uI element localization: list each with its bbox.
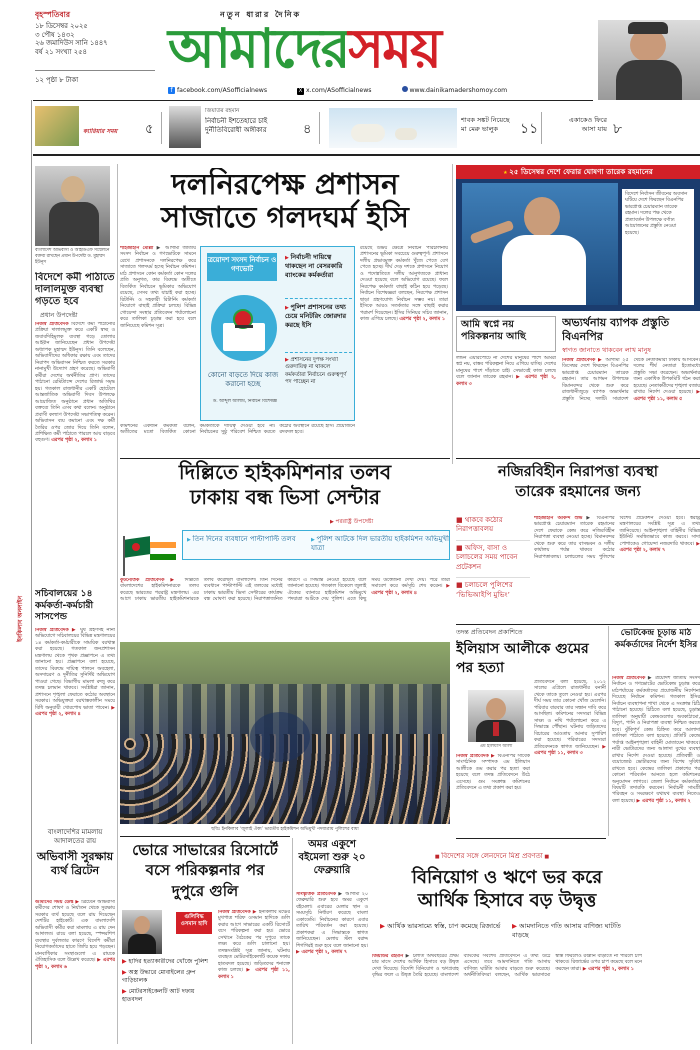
masthead xyxy=(0,0,700,100)
lead-body-col2 xyxy=(120,424,355,456)
left-story1-headline[interactable]: বিদেশে কর্মী পাঠাতে দালালমুক্ত ব্যবস্থা গড়তে হবে xyxy=(35,272,115,307)
label-text: গুলিবিদ্ধ xyxy=(184,914,204,920)
teaser-headline[interactable]: আসা যায় xyxy=(581,125,607,133)
body-copy: বিএনপির সাবেক সাংগঠনিক সম্পাদক এম ইলিয়াস আলীকে গুম করার পর হত্যা করা হয়েছে বলে তদন্ত প্রতিবেদনে উঠে এসেছে। গুম সংক্রান্ত কমিশনের প্রতিবেদনে এ তথ্য প্রকাশ করা হয়। xyxy=(456,754,530,792)
infographic-bullet xyxy=(285,357,352,417)
continued[interactable]: এরপর পৃষ্ঠা ২, কলাম ১ xyxy=(399,317,445,323)
photo-caption: ছবিঃ ইনকিলাব ‘জুলাই ঐক্য’ ভারতীয় হাইকমিশন অভিমুখী পদযাত্রায় পুলিশের বাধা xyxy=(211,827,359,832)
ilias-kicker: তদন্ত প্রতিবেদন প্রকাশিতে xyxy=(456,628,523,636)
bullet-icon: ■ xyxy=(456,543,465,552)
flags-image xyxy=(122,536,178,576)
security-point xyxy=(456,516,530,535)
tarique-panel xyxy=(456,165,700,311)
hadi-headline[interactable] xyxy=(120,840,290,908)
continued[interactable]: ▶ এরপর পৃষ্ঠা ১১, কলাম ১ xyxy=(218,968,290,980)
byline: নিজস্ব প্রতিবেদক ▶ xyxy=(35,628,78,633)
teaser-headline[interactable]: একাকেও ফিরে xyxy=(568,116,607,124)
bullet-icon: ▶ xyxy=(311,537,317,543)
ilias-body-b xyxy=(534,680,606,834)
bullet-icon: ▶ xyxy=(122,958,129,965)
teaser-page: ৮ xyxy=(613,121,623,137)
byline: নিজস্ব প্রতিবেদক ▶ xyxy=(562,358,603,363)
security-headline-line[interactable]: নজিরবিহীন নিরাপত্তা ব্যবস্থা xyxy=(497,464,659,480)
teaser-page: ১১ xyxy=(520,121,539,137)
teaser-top-rule xyxy=(33,100,593,101)
story3-kicker: বাংলাদেশির মামলায় আদালতের রায় xyxy=(47,828,103,845)
crowd-photo-caption xyxy=(120,826,450,834)
newspaper-logo xyxy=(168,14,588,84)
ekushe-headline[interactable]: অমর একুশে বইমেলা শুরু ২০ ফেব্রুয়ারি xyxy=(298,839,366,876)
teaser-divider xyxy=(541,112,542,144)
delhi-headline-line[interactable]: ঢাকায় বন্ধ ভিসা সেন্টার xyxy=(189,485,381,509)
tag-text: তিন দিনের ব্যবধানে পাল্টাপাল্টি তলব xyxy=(192,535,296,543)
left-page-rule xyxy=(31,100,32,1044)
delhi-tag xyxy=(187,535,307,559)
caption-name: ড. মুহাম্মদ ইউনূস xyxy=(35,253,105,265)
left-story1-title[interactable] xyxy=(35,272,115,308)
left-story2-headline[interactable]: সচিবালয়ের ১৪ কর্মকর্তা-কর্মচারী সাসপেন্ড xyxy=(35,588,94,622)
teaser-strip xyxy=(33,104,700,154)
body-copy: ▶ চলতি অর্থবছরের প্রথম চার মাসে দেশের আর্থিক হিসাবে বড় উদ্বৃত্ত দেখা দিয়েছে। বিদেশি বিনিয়োগ ও ঋণপ্রবাহ বৃদ্ধির ফলে এ উদ্বৃত্ত তৈরি হয়েছে। বাংলাদেশ ব্যাংকের সর্বশেষ প্রতিবেদনে এ তথ্য উঠে এসেছে। তবে আমদানিতে গতি আসায় বাণিজ্য ঘাটতি আবার বাড়তে শুরু করেছে। অর্থনীতিবিদরা বলছেন, আর্থিক ভারসাম্যে স্বস্তি ফিরলেও রপ্তানি বাড়াতে না পারলে চাপ থাকবে। রিজার্ভের ওপর চাপ কমেছে বলে মনে করছেন তারা। xyxy=(372,954,642,979)
body-copy: ▶ আগামী জাতীয় সংসদ নির্বাচন ও গণভোটকে সামনে রেখে প্রশাসনকে দলনিরপেক্ষ করে সাজাতে গলদঘর্ম হচ্ছে নির্বাচন কমিশন। মাঠ প্রশাসনে কোন কর্মকর্তা কোন দলের প্রতি অনুগত, কার বিরুদ্ধে অতীতে বিতর্কিত নির্বাচনে ভূমিকার অভিযোগ রয়েছে, সেসব তথ্য যাচাই করা হচ্ছে। রিটার্নিং ও সহকারী রিটার্নিং কর্মকর্তা নিয়োগে বাছাই প্রক্রিয়া চলছে। বিভিন্ন গোয়েন্দা সংস্থার প্রতিবেদন পর্যালোচনা করে তালিকা চূড়ান্ত করা হবে বলে জানিয়েছে কমিশন সূত্র। xyxy=(120,246,196,329)
bullet-icon: ■ xyxy=(456,516,465,524)
teaser-headline[interactable]: দুর্নীতিবিরোধী অঙ্গীকার xyxy=(205,126,267,134)
hadi-divider xyxy=(292,838,293,1044)
body-copy: বিদেশে কর্মী পাঠানোর প্রক্রিয়া দালালমুক্ত করে একটি স্বচ্ছ ও জবাবদিহিমূলক ব্যবস্থা গড়ে তোলার আহ্বান জানিয়েছেন প্রধান উপদেষ্টা অধ্যাপক মুহাম্মদ ইউনূস। তিনি বলেছেন, অভিবাসীদের অধিকার রক্ষায় এবং তাদের নিরাপদ অভিবাসন নিশ্চিত করতে সরকার নানামুখী উদ্যোগ গ্রহণ করেছে। অভিবাসী কর্মীরা দেশের অর্থনীতির প্রাণ। তাদের পাঠানো রেমিট্যান্সে দেশের রিজার্ভ সমৃদ্ধ হয়। গতকাল রাজধানীর একটি হোটেলে আন্তর্জাতিক অভিবাসী দিবস উপলক্ষে আয়োজিত অনুষ্ঠানে প্রধান অতিথির বক্তব্যে তিনি এসব কথা বলেন। অনুষ্ঠানে প্রবাসী কল্যাণ উপদেষ্টা সভাপতিত্ব করেন। অভিবাসন ব্যয় কমানো এবং দক্ষ কর্মী তৈরির ওপর জোর দিয়ে তিনি বলেন, প্রশিক্ষিত কর্মী পাঠাতে পারলে আয় বাড়বে বহুগুণ। xyxy=(35,322,115,444)
masthead-rule xyxy=(35,70,155,71)
continued[interactable]: ▶ এরপর পৃষ্ঠা ২, কলাম ৪ xyxy=(371,584,450,596)
left-story3-body xyxy=(35,900,115,1040)
bullet-icon: ▶ xyxy=(380,922,388,930)
lead-headline-line[interactable]: দলনিরপেক্ষ প্রশাসন xyxy=(171,168,399,201)
tag-text: পুলিশ আটকে দিল ভারতীয় হাইকমিশন অভিমুখী যাত্রা xyxy=(311,535,449,553)
hadi-points xyxy=(122,958,214,1040)
bullet-icon: ▶ xyxy=(285,305,291,311)
continued[interactable]: ▶ এরপর পৃষ্ঠা ১১, কলাম ৫ xyxy=(633,390,700,402)
security-bullets xyxy=(456,516,530,616)
left-col-divider xyxy=(117,164,118,1044)
point-text: আর্থিক ভারসাম্যে স্বস্তি, চাপ কমেছে রিজার্ভে xyxy=(387,922,501,930)
point-text: আমদানিতে গতি আসায় বাণিজ্য ঘাটতি বাড়ছে xyxy=(512,922,621,939)
x-icon: X xyxy=(298,88,303,94)
ilias-divider xyxy=(608,626,609,836)
right-bottom-rule xyxy=(456,838,606,839)
delhi-kicker-text: পররাষ্ট্র উপদেষ্টা xyxy=(335,518,374,525)
body-copy: ▶ আগামী ২০ ফেব্রুয়ারি শুরু হবে অমর একুশে বইমেলা। এবারের মেলার স্থান ও সময়সূচি নির্ধারণ করেছে বাংলা একাডেমি। নির্বাচনের কারণে এবার তারিখ পরিবর্তন করা হয়েছে। প্রকাশকরা এ সিদ্ধান্তকে স্বাগত জানিয়েছেন। মেলায় স্টল বরাদ্দ শিগগিরই শুরু হবে বলে জানানো হয়। xyxy=(296,892,368,949)
social-bar xyxy=(168,86,598,98)
tarique-story-title[interactable] xyxy=(562,316,700,346)
kicker-icon: ▶ xyxy=(330,519,336,525)
ilias-photo xyxy=(468,690,524,742)
body-copy: কমিশনের একজন কর্মকর্তা বলেন, অতীতের মতো বিতর্কিত কোনো কর্মকর্তাকে দায়িত্ব দেওয়া হবে না। নির্বাচনের সুষ্ঠু পরিবেশ নিশ্চিত করতে কঠোর অবস্থানে রয়েছে ইসি। প্রয়োজনে রদবদল হবে। xyxy=(120,424,355,436)
masthead-tagline: নতুন ধারার দৈনিক xyxy=(220,10,302,19)
sidebar-vertical xyxy=(6,560,30,680)
tarique-side-text xyxy=(622,189,694,305)
masthead-issue: বর্ষ ২১ সংখ্যা ২৫৪ xyxy=(35,48,87,57)
website-link[interactable]: www.dainikamadershomoy.com xyxy=(409,87,508,94)
byline: নিজস্ব প্রতিবেদক xyxy=(612,676,646,681)
body-copy: রয়েছে উভয় ক্ষেত্রে নির্বাচন পরিচালনায় প্রশাসনের ভূমিকা সবচেয়ে গুরুত্বপূর্ণ। প্রশাসনে দলীয় প্রভাবমুক্ত কর্মকর্তা খুঁজে পেতে বেগ পেতে হচ্ছে। দীর্ঘ দেড় দশকে প্রশাসনে নিয়োগ ও পদোন্নতিতে দলীয় আনুগত্যকে প্রাধান্য দেওয়া হয়েছে বলে অভিযোগ রয়েছে। ফলে নিরপেক্ষ কর্মকর্তা বাছাই কঠিন হয়ে পড়েছে। নির্বাচন বিশেষজ্ঞরা বলছেন, নিরপেক্ষ প্রশাসন ছাড়া গ্রহণযোগ্য নির্বাচন সম্ভব নয়। তারা ইসিকে আরও সতর্কতার সঙ্গে বাছাই করার পরামর্শ দিয়েছেন। ইসির সিনিয়র সচিব জানান, কাজ এগিয়ে চলছে। xyxy=(360,246,448,323)
left-story3-kicker xyxy=(35,828,115,848)
delhi-headline-line[interactable]: দিল্লিতে হাইকমিশনার তলব xyxy=(178,460,392,484)
teaser-page: ৪ xyxy=(303,122,312,137)
hadi-body xyxy=(218,910,290,1042)
hadi-photo xyxy=(122,910,162,954)
ilias-caption: এম ইলিয়াস আলী xyxy=(479,744,513,749)
continued[interactable]: এরপর পৃষ্ঠা ২, কলাম ১ xyxy=(51,438,97,444)
security-body xyxy=(534,516,700,616)
continued[interactable]: ▶ এরপর পৃষ্ঠা ১১, কলাম ৩ xyxy=(534,744,606,757)
vote-body xyxy=(612,676,700,1044)
delhi-tag xyxy=(311,535,449,559)
delhi-tag-box xyxy=(182,530,450,560)
security-point xyxy=(456,577,530,600)
left-story1-kicker: প্রধান উপদেষ্টা xyxy=(40,311,78,319)
yunus-caption xyxy=(35,248,111,270)
vote-headline[interactable] xyxy=(612,628,700,674)
continued[interactable]: ▶ এরপর পৃষ্ঠা ২, কলাম ১ xyxy=(582,966,634,972)
kicker-icon: ■ xyxy=(542,854,550,860)
infographic-quote: কোনো বাড়তে দিয়ে কাজ করানো হচ্ছে xyxy=(207,371,279,389)
body-copy: ইনকিলাব মঞ্চের মুখপাত্র শরিফ ওসমান হাদিকে গুলি করার আগে সাভারের একটি রিসোর্টে বসে পরিকল্পনা করা হয়। ভোরে সেখানে বৈঠকের পর দুপুরে তাকে লক্ষ্য করে গুলি চালানো হয়। তদন্তসংশ্লিষ্ট সূত্র জানায়, ঘটনায় ব্যবহৃত মোটরসাইকেলটি কয়েক দফায় হাতবদল হয়েছে। জড়িতদের শনাক্তে কাজ চলছে। xyxy=(218,910,290,974)
ekushe-body xyxy=(296,892,368,1042)
infographic-title: ত্রয়োদশ সংসদ নির্বাচন ও গণভোট xyxy=(207,256,277,273)
body-copy: প্রতিবেদনে বলা হয়েছে, ২০১২ সালের এপ্রিলে রাজধানীর বনানী থেকে তাকে তুলে নেওয়া হয়। এরপর দীর্ঘ সময় তার কোনো খোঁজ মেলেনি। পরিবার বারবার তার সন্ধান দাবি করে আসছিল। কমিশনের সদস্যরা বিভিন্ন সাক্ষ্য ও নথি পর্যালোচনা করে এ সিদ্ধান্তে পৌঁছান। ঘটনায় জড়িতদের বিচারের আওতায় আনার সুপারিশ করা হয়েছে। পরিবারের সদস্যরা প্রতিবেদনকে স্বাগত জানিয়েছেন। xyxy=(534,680,606,750)
hadi-point xyxy=(122,958,214,966)
label-name: ওসমান হাদি xyxy=(180,921,208,928)
masthead-date-line: ২৬ জমাদিউস সানি ১৪৪৭ xyxy=(35,39,108,48)
hadi-headline-line[interactable]: বসে পরিকল্পনার পর xyxy=(145,861,265,880)
finance-point xyxy=(380,922,506,950)
bullet-icon: ▶ xyxy=(512,922,520,930)
hadi-point xyxy=(122,969,214,985)
tarique-quote[interactable]: আমি স্বপ্নে নয় পরিকল্পনায় আছি xyxy=(461,319,526,342)
delhi-top-rule xyxy=(120,458,450,459)
hadi-headline-line[interactable]: ভোরে সাভারের রিসোর্টে xyxy=(132,841,278,859)
bullet-text: প্রশাসনের দুপক্ষ সংখ্যা গুরুদায়িত্ব না থাকলে কর্মকর্তারা নির্বাচনে গুরুত্বপূর্ণ পদ পাচ্ছেন না xyxy=(285,357,347,385)
author-photo xyxy=(169,106,201,148)
left-story1-body xyxy=(35,322,115,586)
side-text: । দলের পক্ষ থেকে প্রত্যাবর্তন উপলক্ষে বর্ণাঢ্য আয়োজনের প্রস্তুতি নেওয়া হয়েছে। xyxy=(625,211,677,236)
byline: নিজস্ব প্রতিবেদক ▶ xyxy=(218,910,257,915)
tarique-banner-text: ২৫ ডিসেম্বর দেশে ফেরার ঘোষণা তারেক রহমানের xyxy=(509,167,653,176)
byline: কূটনৈতিক প্রতিবেদক ▶ xyxy=(120,578,179,583)
facebook-link[interactable]: facebook.com/ASofficialnews xyxy=(176,87,268,94)
hadi-top-rule xyxy=(120,836,290,837)
continued[interactable]: ▶ এরপর পৃষ্ঠা ১১, কলাম ২ xyxy=(636,798,691,804)
teaser-divider xyxy=(319,112,320,144)
crowd-photo xyxy=(120,642,450,824)
masthead-date-line: ১৮ ডিসেম্বর ২০২৫ xyxy=(35,21,88,30)
caption-text: বাংলাদেশ অভিবাসী ও আইডিএফ সম্মেলনে বক্তব্য রাখছেন প্রধান উপদেষ্টা xyxy=(35,248,110,259)
continued[interactable]: ▶ এরপর পৃষ্ঠা ২, কলাম ৭ xyxy=(296,950,348,956)
finance-kicker xyxy=(372,852,612,864)
hadi-headline-line[interactable]: দুপুরে গুলি xyxy=(171,881,239,900)
delhi-kicker xyxy=(330,518,450,528)
byline: জিয়াউর রহমান xyxy=(372,954,404,959)
teaser-photo xyxy=(35,106,79,146)
quote-author: ড. আব্দুল আলীম, নির্বাচন বিশেষজ্ঞ xyxy=(213,399,277,404)
infographic-title-box xyxy=(207,253,277,281)
tarique-story-headline[interactable]: অভ্যর্থনায় ব্যাপক প্রস্তুতি বিএনপির xyxy=(562,316,670,343)
vertical-tag: ইনকিলাব অনলাইন xyxy=(17,595,25,642)
body-copy: আগামী ২৫ ডিসেম্বর দেশে ফিরছেন বিএনপির ভারপ্রাপ্ত চেয়ারম্যান তারেক রহমান। তার আগমন উপলক্ষে বিমানবন্দর থেকে শুরু করে রাজধানীজুড়ে ব্যাপক অভ্যর্থনার প্রস্তুতি নিচ্ছে দলটি। সারাদেশ থেকে নেতাকর্মীরা ঢাকায় আসবেন। দলের শীর্ষ নেতারা ইতোমধ্যে প্রস্তুতি সভা করেছেন। অভ্যর্থনার জন্য একাধিক উপকমিটি গঠন করা হয়েছে। নেতাকর্মীদের শৃঙ্খলা বজায় রাখার নির্দেশ দেওয়া হয়েছে। xyxy=(562,358,700,402)
lead-headline-line[interactable]: সাজাতে গলদঘর্ম ইসি xyxy=(161,200,409,235)
lead-body-col1 xyxy=(120,246,196,454)
ekushe-title[interactable] xyxy=(296,838,368,888)
left-story3-headline[interactable]: অভিবাসী সুরক্ষায় ব্যর্থ ব্রিটেন xyxy=(36,850,114,877)
ilias-body-a xyxy=(456,754,530,834)
point-text: চলাচলে পুলিশের ‘ভিভিআইপি মুভিং’ xyxy=(456,581,513,599)
bullet-text: পুলিশ প্রশাসনের তথ্য চেয়ে মনিটরিং জোরদার করছে ইসি xyxy=(285,303,347,329)
security-headline-line[interactable]: তারেক রহমানের জন্য xyxy=(515,484,641,501)
teaser-bottom-rule xyxy=(33,154,700,156)
logo-text-accent: সময় xyxy=(348,17,440,80)
tarique-banner xyxy=(456,165,700,179)
bullet-icon: ▶ xyxy=(285,255,291,261)
ilias-headline-text[interactable]: ইলিয়াস আলীকে গুমের পর হত্যা xyxy=(456,641,589,676)
finance-kicker-text: বিদেশের সঙ্গে লেনদেনে মিশ্র প্রবণতা xyxy=(441,852,543,860)
teaser-author: জিয়াউর রহমান xyxy=(205,108,240,114)
bullet-icon: ▶ xyxy=(122,969,129,977)
point-text: অস্ত্র উদ্ধারে মোবাইলের গ্রুপ গাড়িচালক xyxy=(122,969,196,985)
kicker-icon: ■ xyxy=(434,854,442,860)
left-story3-title[interactable] xyxy=(35,850,115,898)
infographic-bullet xyxy=(285,253,352,299)
body-copy: ▶ ত্রয়োদশ জাতীয় সংসদ নির্বাচন ও গণভোটের ভোটকেন্দ্র চূড়ান্ত করে মাঠপর্যায়ের কর্মকর্তাদের প্রয়োজনীয় নির্দেশনা দিয়েছে নির্বাচন কমিশন। গতকাল ইসির নির্বাচন ব্যবস্থাপনা শাখা থেকে এ সংক্রান্ত চিঠি পাঠানো হয়েছে। চিঠিতে বলা হয়েছে, চূড়ান্ত তালিকা অনুযায়ী কেন্দ্রগুলোর অবকাঠামো, বিদ্যুৎ, পানি ও নিরাপত্তা ব্যবস্থা নিশ্চিত করতে হবে। ঝুঁকিপূর্ণ কেন্দ্র চিহ্নিত করে আলাদা তালিকা পাঠাতে বলা হয়েছে। প্রতিটি কেন্দ্রে পর্যাপ্ত আইনশৃঙ্খলা বাহিনী মোতায়েন থাকবে। নারী ভোটারদের জন্য আলাদা বুথের ব্যবস্থা রাখার নির্দেশ দেওয়া হয়েছে। প্রতিবন্ধী ও বয়োজ্যেষ্ঠ ভোটারদের জন্য বিশেষ সুবিধা রাখতে হবে। কেন্দ্রের তালিকা প্রকাশের পর কোনো পরিবর্তন আনতে হলে কমিশনের অনুমোদন লাগবে। জেলা নির্বাচন কর্মকর্তারা বিষয়টি তদারকি করবেন। নির্বাচনী সামগ্রী পরিবহন ও সংরক্ষণে যথাযথ ব্যবস্থা নিতেও বলা হয়েছে। xyxy=(612,676,700,804)
hadi-label xyxy=(176,912,212,934)
side-text-name: বিএনপির ভারপ্রাপ্ত চেয়ারম্যান তারেক রহমান xyxy=(625,198,684,217)
byline: শাহজাহান মোল্লা xyxy=(120,246,154,251)
side-text: বিদেশে নির্বাসন জীবনের অবসান ঘটিয়ে দেশে ফিরছেন xyxy=(625,192,688,204)
teaser-label[interactable]: ক্যারিয়ার সময় xyxy=(83,128,118,135)
banner-icon: ★ xyxy=(503,170,510,176)
security-top-rule xyxy=(456,458,700,459)
byline: নিজস্ব প্রতিবেদক xyxy=(35,322,69,327)
point-text: মোটরসাইকেলটি আট দফায় হাতবদল xyxy=(122,988,195,1004)
lead-body-col3 xyxy=(360,246,448,451)
yunus-photo xyxy=(35,166,110,246)
point-text: অফিস, বাসা ও চলাচলের সময় পাবেন প্রটেকশন xyxy=(456,543,518,571)
lead-headline[interactable] xyxy=(120,168,450,240)
point-text: থাকবে কঠোর নিরাপত্তাবলয় xyxy=(456,516,503,534)
hadi-point xyxy=(122,988,214,1004)
delhi-body xyxy=(120,578,450,640)
byline: আমাদের সময় ডেস্ক ▶ xyxy=(35,900,80,905)
lead-infographic xyxy=(200,246,355,421)
masthead-day: বৃহস্পতিবার xyxy=(35,10,70,19)
body-copy: ব্রিটেনে অভিবাসী কর্মীদের শোষণ ও নির্যাতন থেকে সুরক্ষায় সরকার ব্যর্থ হয়েছে বলে রায় দিয়েছেন দেশটির হাইকোর্ট। এক বাংলাদেশি অভিবাসী কর্মীর করা মামলায় এ রায় দেন আদালত। রায়ে বলা হয়েছে, স্পন্সরশিপ ব্যবস্থার দুর্বলতার কারণে বিদেশি কর্মীরা নিয়োগকর্তাদের হাতে জিম্মি হয়ে পড়ছেন। মানবাধিকার সংস্থাগুলো এ রায়কে ঐতিহাসিক বলে উল্লেখ করেছে। xyxy=(35,900,115,964)
finance-headline-line[interactable]: আর্থিক হিসাবে বড় উদ্বৃত্ত xyxy=(417,890,597,912)
logo-text-main: আমাদের xyxy=(168,17,349,80)
point-text: হাদির হত্যাকারীদের খোঁজে পুলিশ xyxy=(128,958,208,965)
masthead-date-line: ৩ পৌষ ১৪৩২ xyxy=(35,30,75,39)
continued[interactable]: ▶ এরপর পৃষ্ঠা ২, কলাম ৪ xyxy=(35,705,115,718)
tarique-photo xyxy=(462,183,618,305)
bullet-text: নির্বাচনী দায়িত্বে থাকছেন না বেসরকারি ব্যাংকের কর্মকর্তারা xyxy=(285,253,343,279)
ilias-headline[interactable] xyxy=(456,640,606,680)
byline: শাহজাহান আকন্দ শুভ xyxy=(534,516,583,521)
finance-headline-line[interactable]: বিনিয়োগ ও ঋণে ভর করে xyxy=(411,867,603,888)
web-icon xyxy=(402,86,408,92)
lead-col-divider xyxy=(452,164,453,464)
bullet-icon: ▶ xyxy=(122,988,129,996)
continued[interactable]: ▶ এরপর পৃষ্ঠা ২, কলাম ৭ xyxy=(619,541,700,554)
finance-headline[interactable] xyxy=(372,866,642,920)
bullet-icon: ▶ xyxy=(285,357,291,363)
security-headline[interactable] xyxy=(456,462,700,510)
teaser-headline[interactable]: নির্বাচনী ইশতেহারে চাই xyxy=(205,117,268,125)
tarique-quote-body xyxy=(456,356,556,456)
ilias-top-rule xyxy=(456,624,700,625)
continued[interactable]: ▶ এরপর পৃষ্ঠা ২, কলাম ৩ xyxy=(456,375,556,387)
teaser-headline[interactable]: মা মেরু ভালুক xyxy=(461,125,498,133)
left-story2-body xyxy=(35,628,115,824)
tarique-quote-box[interactable] xyxy=(456,316,556,352)
polar-bear-photo xyxy=(329,108,457,148)
masthead-price: ১২ পৃষ্ঠা ৮ টাকা xyxy=(35,76,79,84)
teaser-headline[interactable]: শাবক সঙ্কট নিয়েছে xyxy=(461,116,510,124)
right-bottom-body xyxy=(456,842,606,850)
delhi-headline[interactable] xyxy=(120,460,450,518)
finance-body xyxy=(372,954,642,1042)
body-copy: ঘুষ গ্রহণসহ নানা অভিযোগে সচিবালয়ের বিভিন্ন মন্ত্রণালয়ের ১৪ কর্মকর্তা-কর্মচারীকে সাময়িক বরখাস্ত করা হয়েছে। গতকাল জনপ্রশাসন মন্ত্রণালয় থেকে পৃথক প্রজ্ঞাপনে এ তথ্য জানানো হয়। প্রজ্ঞাপনে বলা হয়েছে, তাদের বিরুদ্ধে দায়িত্ব পালনে অবহেলা, অসদাচরণ ও দুর্নীতির সুনির্দিষ্ট অভিযোগ পাওয়া গেছে। বিভাগীয় মামলা রুজু করে তদন্ত চলমান থাকবে। সংশ্লিষ্টরা জানান, প্রশাসনে শৃঙ্খলা ফেরাতে কঠোর অবস্থানে সরকার। অভিযুক্তরা বরখাস্তকালীন সময়ে বিধি অনুযায়ী খোরপোষ ভাতা পাবেন। xyxy=(35,628,115,711)
tarique-story-sub: স্বাগত জানাতে থাকবেন লাখ মানুষ xyxy=(562,346,651,354)
x-link[interactable]: x.com/ASofficialnews xyxy=(306,87,372,94)
continued[interactable]: ▶ এরপর পৃষ্ঠা ২, কলাম ৬ xyxy=(35,958,115,970)
vote-headline-text[interactable]: ভোটকেন্দ্র চূড়ান্ত মাঠ কর্মকর্তাদের নির্দেশ ইসির xyxy=(614,628,698,650)
byline: নিজস্ব প্রতিবেদক ▶ xyxy=(456,754,496,759)
bullet-icon: ■ xyxy=(456,581,465,590)
facebook-icon: f xyxy=(168,87,175,94)
body-copy: লন্ডন এয়ারপোর্টে না দেশের মানুষের পাশে আমরা স্বপ্ন নয়, বাস্তব পরিকল্পনা নিয়ে এগিয়ে যাচ্ছি। দেশের মানুষের পাশে দাঁড়াতে চাই। সেভাবেই কাজ চলছে বলে জানান তারেক রহমান। xyxy=(456,356,556,381)
body-copy: দিল্লিতে বাংলাদেশের হাইকমিশনারকে তলব করেছে ভারতের পররাষ্ট্র মন্ত্রণালয়। এর আগে ঢাকায় ভারতীয় হাইকমিশনারকে তলব করেছিল বাংলাদেশ। তিন দিনের ব্যবধানে পাল্টাপাল্টি এই তলবের মধ্যেই ঢাকায় ভারতীয় ভিসা সেন্টারের কার্যক্রম বন্ধ ঘোষণা করা হয়েছে। নিরাপত্তাজনিত কারণে এ সিদ্ধান্ত নেওয়া হয়েছে বলে জানানো হয়েছে। গতকাল বিকেলে জুলাই ঐক্যের ব্যানারে হাইকমিশন অভিমুখে পদযাত্রা আটকে দেয় পুলিশ। এতে কিছু সময় উত্তেজনা দেখা দেয়। পরে তারা সমাবেশ করে কর্মসূচি শেষ করেন। xyxy=(120,578,450,603)
teaser-page: ৫ xyxy=(145,122,154,137)
tarique-story-body xyxy=(562,358,700,454)
finance-points xyxy=(380,922,644,952)
bullet-icon: ▶ xyxy=(187,537,193,543)
infographic-bullet xyxy=(285,303,352,353)
security-point xyxy=(456,540,530,572)
ballot-box-icon xyxy=(211,295,277,361)
left-story2-title[interactable] xyxy=(35,588,115,624)
masthead-celebrity-photo xyxy=(598,20,700,100)
date-block xyxy=(35,10,165,70)
body-copy: ▶ বিএনপির ভারপ্রাপ্ত চেয়ারম্যান তারেক রহমানের দেশে ফেরাকে কেন্দ্র করে নজিরবিহীন নিরাপত্তা ব্যবস্থা নেওয়া হচ্ছে। বিমানবন্দর থেকে শুরু করে তার বাসভবন ও দলীয় কার্যালয় পর্যন্ত থাকবে কঠোর নিরাপত্তাবলয়। চলাচলের সময় পুলিশের বিশেষ প্রটেকশন দেওয়া হবে। স্বরাষ্ট্র মন্ত্রণালয়ের সংশ্লিষ্ট সূত্র এ তথ্য জানিয়েছে। আইনশৃঙ্খলা বাহিনীর বিভিন্ন ইউনিট সমন্বিতভাবে কাজ করবে। সাদা পোশাকেও গোয়েন্দা নজরদারি থাকবে। xyxy=(534,516,700,560)
byline: সাংস্কৃতিক প্রতিবেদক xyxy=(296,892,336,897)
teaser-divider xyxy=(161,112,162,144)
